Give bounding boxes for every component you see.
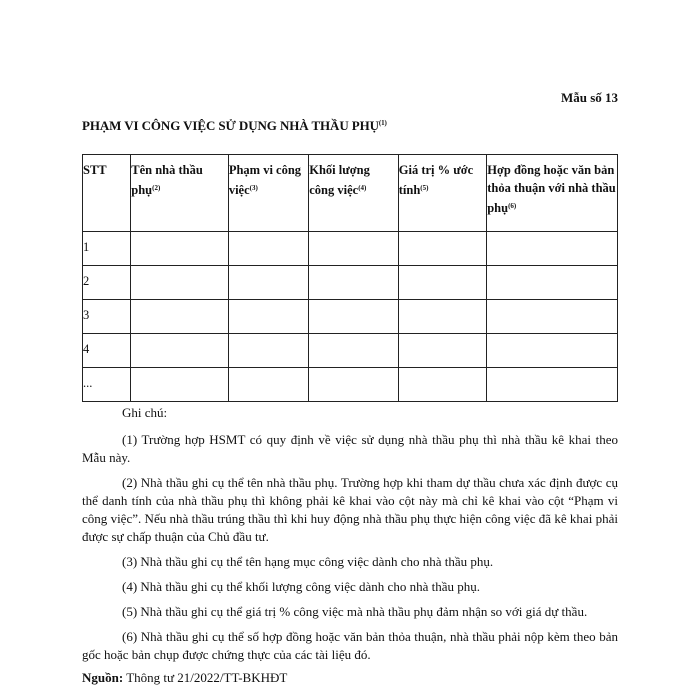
table-row [83, 266, 618, 300]
table-cell [309, 266, 399, 300]
header-ref: (4) [358, 184, 367, 192]
table-cell [398, 232, 486, 266]
table-cell [131, 334, 229, 368]
table-cell [131, 266, 229, 300]
table-cell [228, 334, 308, 368]
table-row [83, 232, 618, 266]
form-number: Mẫu số 13 [560, 90, 618, 105]
row-number: ... [83, 368, 131, 402]
header-ref: (6) [508, 202, 517, 210]
header-contract [487, 155, 618, 232]
header-subcontractor-name [131, 155, 229, 232]
table-cell [487, 266, 618, 300]
title-text: PHẠM VI CÔNG VIỆC SỬ DỤNG NHÀ THẦU PHỤ [82, 118, 379, 133]
header-ref: (5) [420, 184, 429, 192]
row-number: 3 [83, 300, 131, 334]
note-item-4: (4) Nhà thầu ghi cụ thể khối lượng công việc dành cho nhà thầu phụ. [122, 579, 480, 594]
table-cell [131, 232, 229, 266]
header-text: STT [83, 163, 107, 177]
table-cell [228, 266, 308, 300]
page-title [82, 118, 387, 134]
table-cell [398, 334, 486, 368]
header-estimated-percent [398, 155, 486, 232]
subcontractor-table [82, 154, 618, 402]
header-ref: (2) [152, 184, 161, 192]
table-cell [398, 300, 486, 334]
table-header-row [83, 155, 618, 232]
table-cell [228, 300, 308, 334]
note-item-3: (3) Nhà thầu ghi cụ thể tên hạng mục công việc dành cho nhà thầu phụ. [122, 554, 494, 569]
table-cell [228, 368, 308, 402]
header-text: Khối lượng công việc [309, 163, 370, 197]
source-line [82, 670, 287, 686]
note-item-5: (5) Nhà thầu ghi cụ thể giá trị % công việc mà nhà thầu phụ đảm nhận so với giá dự thầu. [122, 604, 588, 619]
table-cell [309, 300, 399, 334]
table-cell [487, 300, 618, 334]
table-cell [398, 266, 486, 300]
row-number: 1 [83, 232, 131, 266]
title-footnote-ref: (1) [378, 119, 387, 127]
source-value: Thông tư 21/2022/TT-BKHĐT [126, 670, 288, 685]
header-stt [83, 155, 131, 232]
table-cell [309, 334, 399, 368]
table-row [83, 300, 618, 334]
note-item-6: (6) Nhà thầu ghi cụ thể số hợp đồng hoặc văn bản thỏa thuận, nhà thầu phải nộp kèm theo bản gốc hoặc bản chụp được chứng thực của các tài liệu đó. [82, 629, 618, 662]
table-cell [309, 368, 399, 402]
table-cell [131, 300, 229, 334]
header-ref: (3) [249, 184, 258, 192]
table-cell [487, 232, 618, 266]
note-item-2: (2) Nhà thầu ghi cụ thể tên nhà thầu phụ. Trường hợp khi tham dự thầu chưa xác định được cụ thể danh tính của nhà thầu phụ thì không phải kê khai vào cột này mà chỉ kê khai vào cột “Phạm vi công việc”. Nếu nhà thầu trúng thầu thì khi huy động nhà thầu phụ thực hiện công việc đã kê khai phải được sự chấp thuận của Chủ đầu tư. [82, 475, 618, 544]
source-label: Nguồn: [82, 670, 124, 685]
header-work-volume [309, 155, 399, 232]
header-text: Giá trị % ước tính [398, 163, 474, 197]
header-text: Phạm vi công việc [228, 163, 302, 197]
table-cell [487, 368, 618, 402]
table-cell [398, 368, 486, 402]
notes-heading: Ghi chú: [122, 405, 168, 420]
row-number: 2 [83, 266, 131, 300]
header-work-scope [228, 155, 308, 232]
header-text: Tên nhà thầu phụ [131, 163, 203, 197]
notes-section [82, 404, 618, 671]
header-text: Hợp đồng hoặc văn bản thỏa thuận với nhà thầu phụ [487, 163, 616, 215]
note-item-1: (1) Trường hợp HSMT có quy định về việc sử dụng nhà thầu phụ thì nhà thầu kê khai theo Mẫu này. [82, 432, 618, 465]
table-row [83, 368, 618, 402]
table-row [83, 334, 618, 368]
table-cell [309, 232, 399, 266]
table-cell [487, 334, 618, 368]
table-cell [228, 232, 308, 266]
table-cell [131, 368, 229, 402]
row-number: 4 [83, 334, 131, 368]
